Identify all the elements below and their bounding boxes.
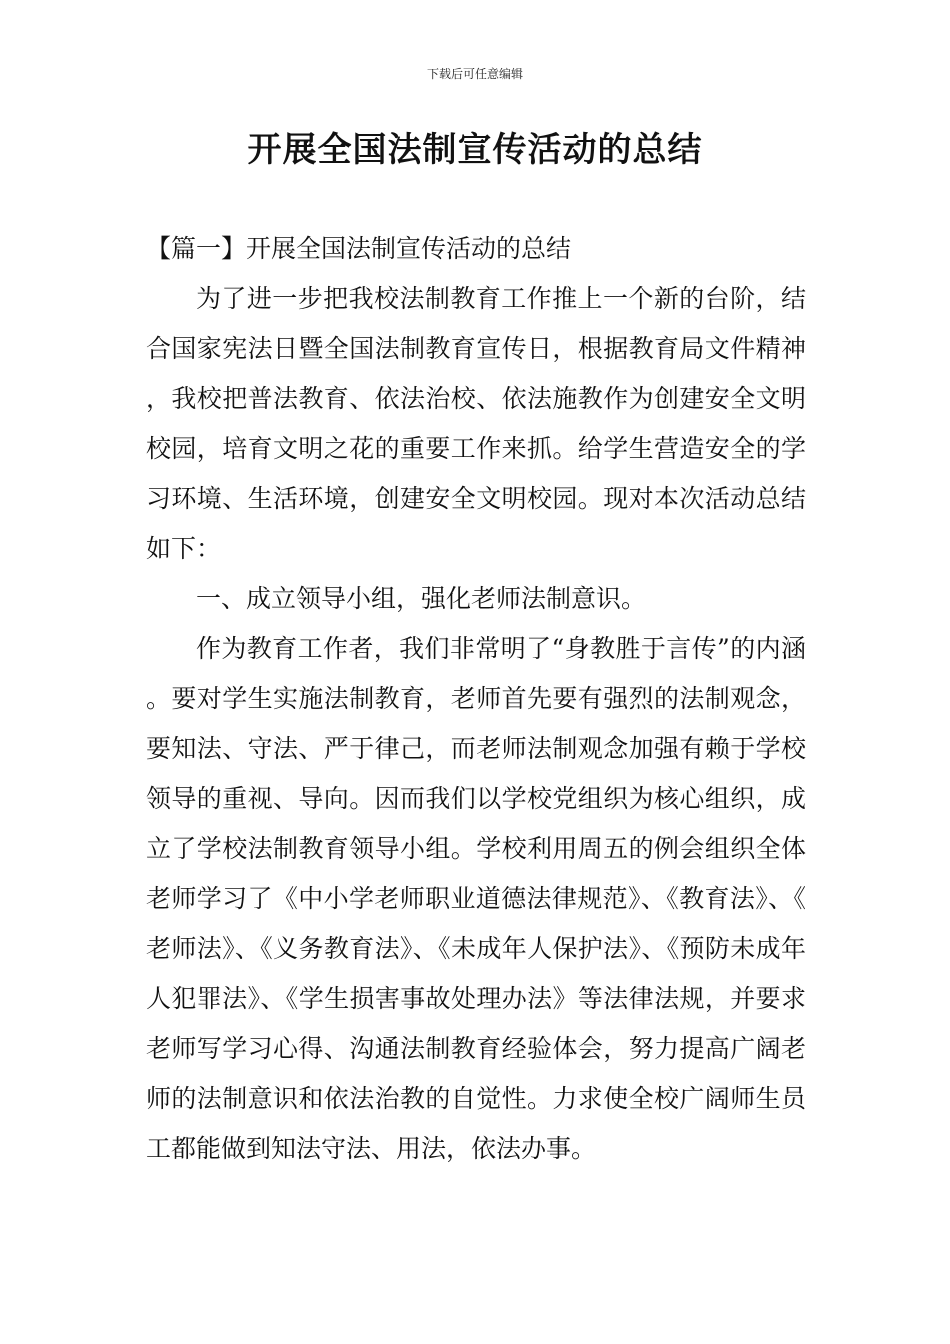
document-title: 开展全国法制宣传活动的总结 [247,130,703,170]
section-heading: 【篇一】开展全国法制宣传活动的总结 [146,234,572,263]
paragraph-detail: 作为教育工作者，我们非常明了“身教胜于言传”的内涵。要对学生实施法制教育，老师首先要有强烈的法制观念，要知法、守法、严于律己，而老师法制观念加强有赖于学校领导的重视、导向。因而我们以学校党组织为核心组织，成立了学校法制教育领导小组。学校利用周五的例会组织全体老师学习了《中小学老师职业道德法律规范》、《教育法》、《老师法》、《义务教育法》、《未成年人保护法》、《预防未成年人犯罪法》、《学生损害事故处理办法》等法律法规，并要求老师写学习心得、沟通法制教育经验体会，努力提高广阔老师的法制意识和依法治教的自觉性。力求使全校广阔师生员工都能做到知法守法、用法，依法办事。 [146,634,806,1163]
header-note: 下载后可任意编辑 [426,67,523,81]
document-body [146,224,806,1174]
paragraph-subheading: 一、成立领导小组，强化老师法制意识。 [196,584,647,613]
paragraph-intro: 为了进一步把我校法制教育工作推上一个新的台阶，结合国家宪法日暨全国法制教育宣传日，根据教育局文件精神，我校把普法教育、依法治校、依法施教作为创建安全文明校园，培育文明之花的重要工作来抓。给学生营造安全的学习环境、生活环境，创建安全文明校园。现对本次活动总结如下： [146,284,806,563]
